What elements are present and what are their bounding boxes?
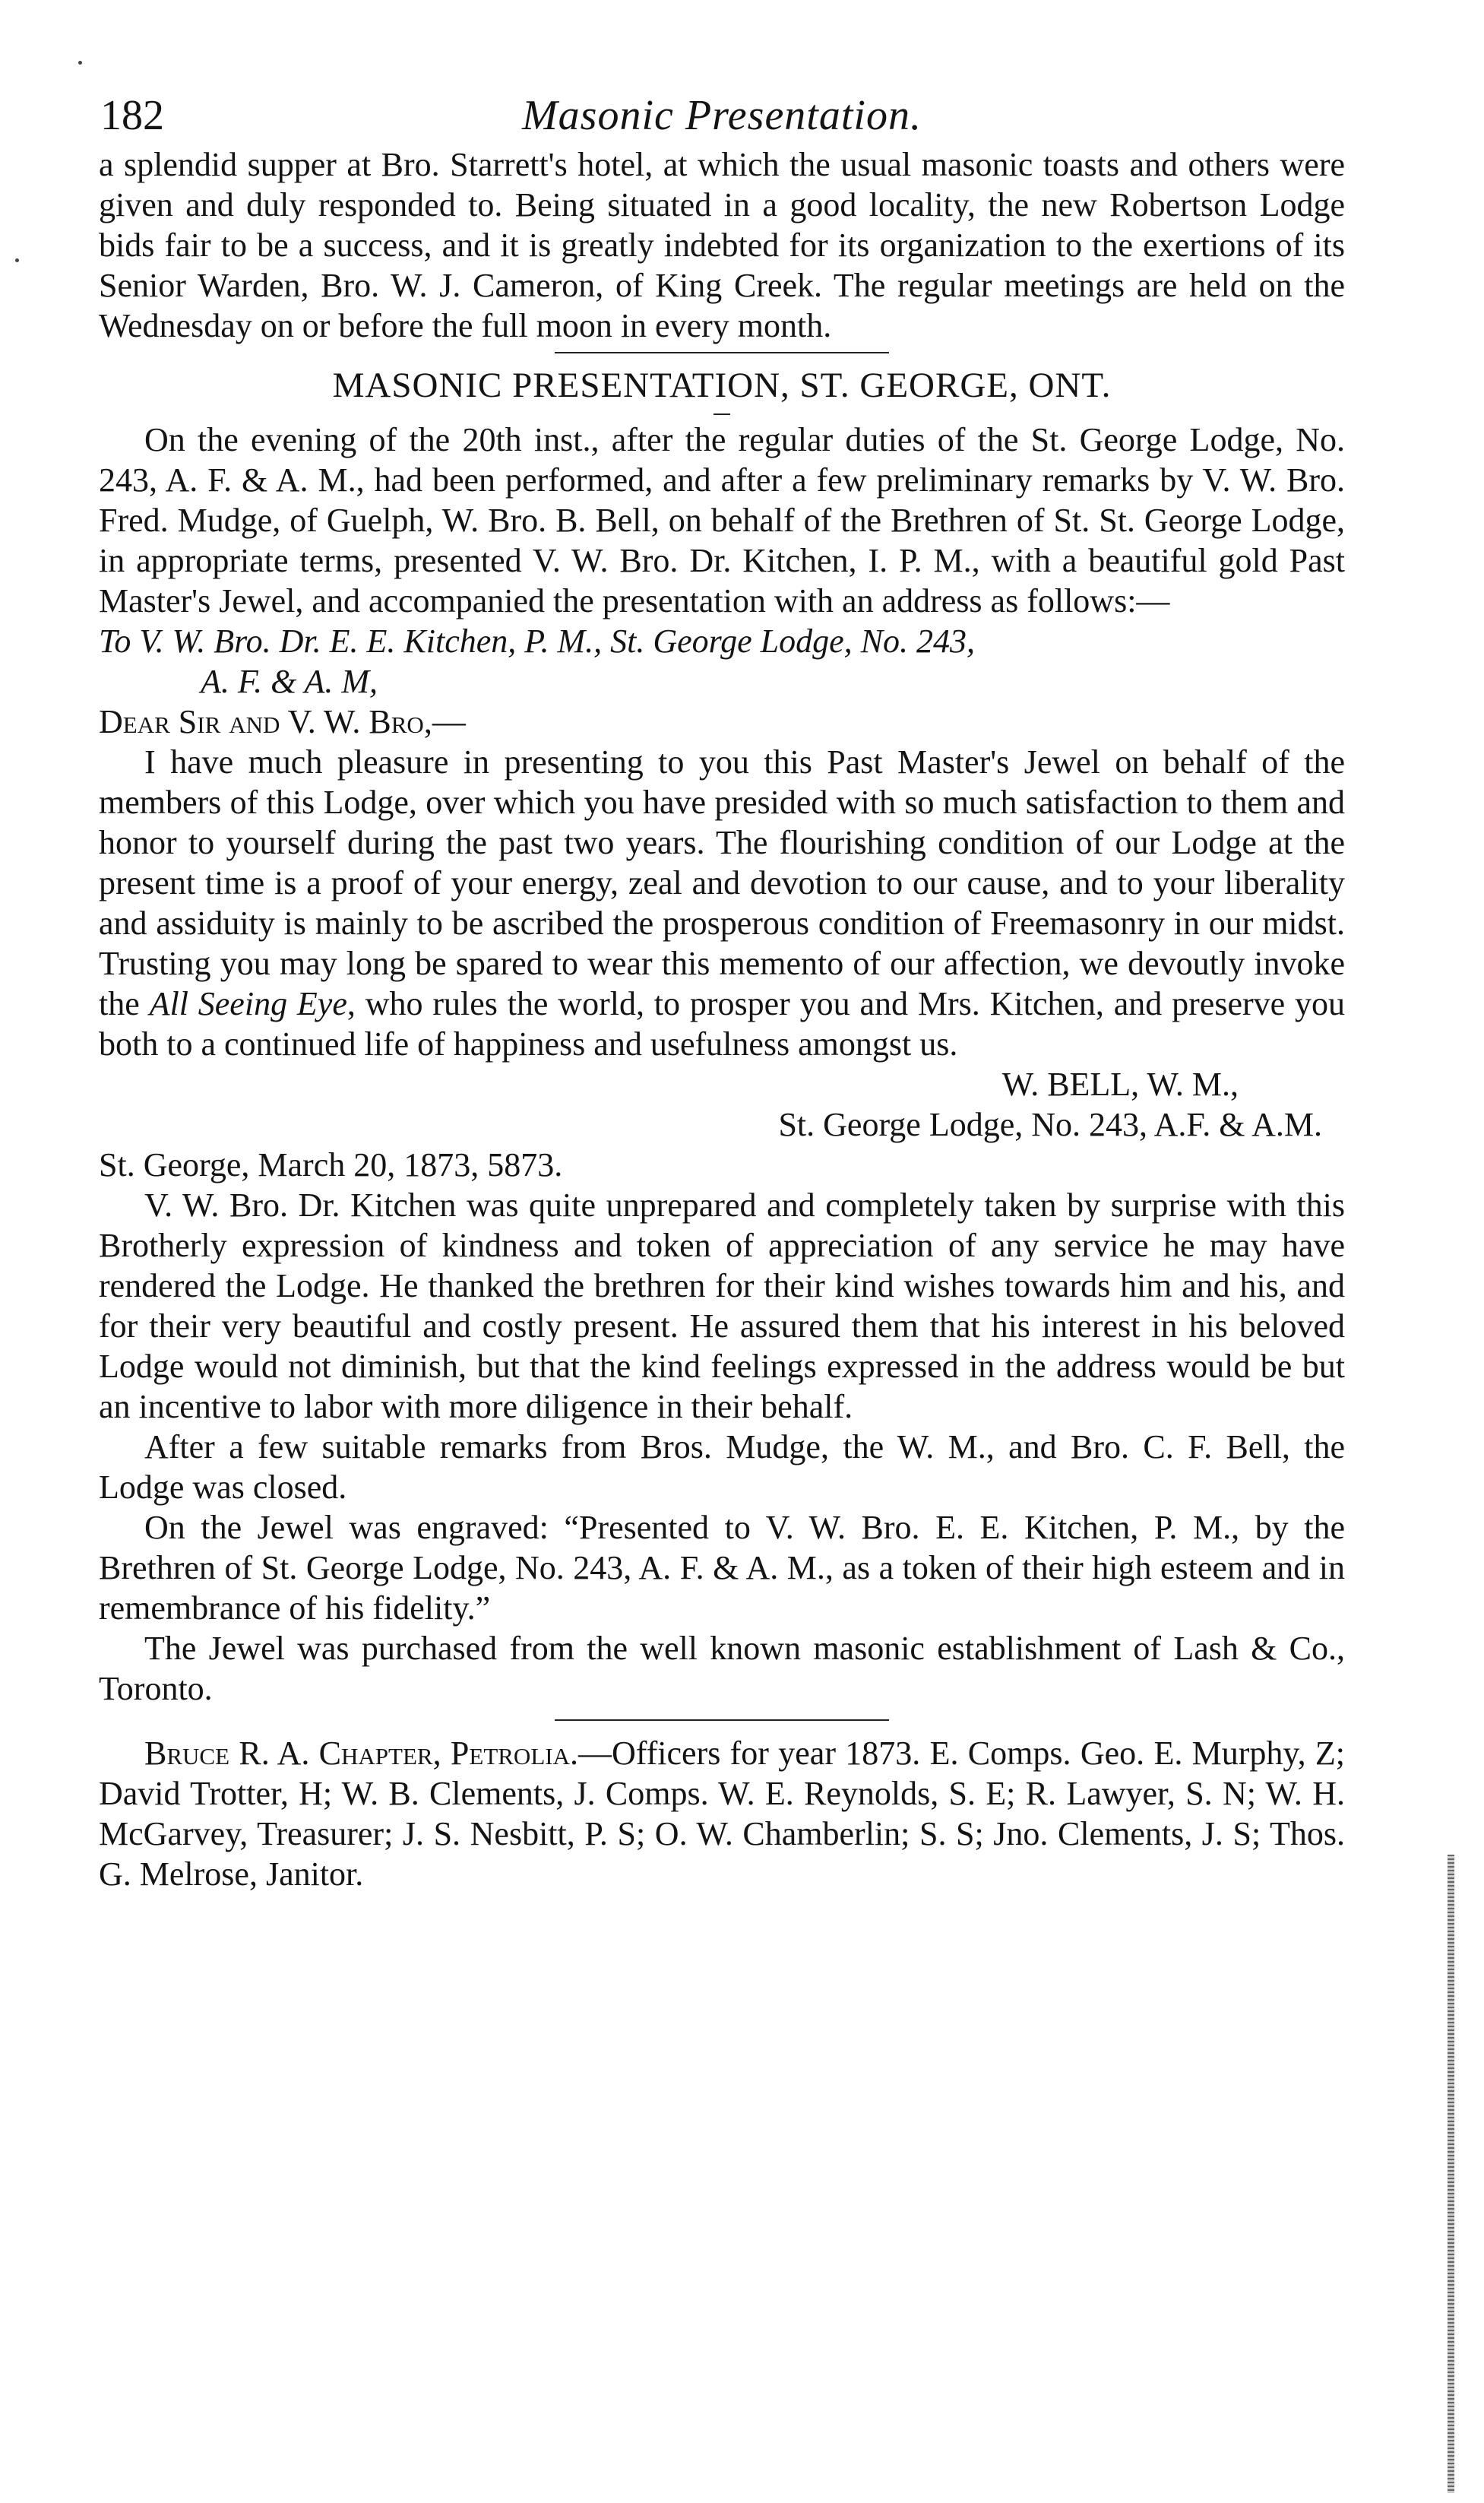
book-page xyxy=(99,91,1345,1894)
heading-underline xyxy=(714,413,730,415)
letter-body xyxy=(99,742,1345,1064)
letter-italic-phrase: All Seeing Eye xyxy=(149,985,347,1022)
address-recipient-line2: A. F. & A. M, xyxy=(201,663,378,700)
signature-name: W. BELL, W. M., xyxy=(1001,1066,1239,1103)
purchase-paragraph: The Jewel was purchased from the well known masonic establishment of Lash & Co., Toronto. xyxy=(99,1630,1345,1707)
opening-paragraph: a splendid supper at Bro. Starrett's hotel, at which the usual masonic toasts and others were given and duly responded to. Being situated in a good locality, the new Robertson Lodge bids fair to be a success, and it is greatly indebted for its organization to the exertions of its Senior Warden, Bro. W. J. Cameron, of King Creek. The regular meetings are held on the Wednesday on or before the full moon in every month. xyxy=(99,146,1345,344)
presentation-intro: On the evening of the 20th inst., after the regular duties of the St. George Lodge, No. 243, A. F. & A. M., had been performed, and after a few preliminary remarks by V. W. Bro. Fred. Mudge, of Guelph, W. Bro. B. Bell, on behalf of the Brethren of St. St. George Lodge, in appropriate terms, presented V. W. Bro. Dr. Kitchen, I. P. M., with a beautiful gold Past Master's Jewel, and accompanied the presentation with an address as follows:— xyxy=(99,421,1345,619)
chapter-notice-lead: Bruce R. A. Chapter, Petrolia. xyxy=(144,1735,578,1772)
salutation: Dear Sir and V. W. Bro,— xyxy=(99,703,466,740)
reply-paragraph: V. W. Bro. Dr. Kitchen was quite unprepared and completely taken by surprise with this Brotherly expression of kindness and token of appreciation of any service he may have rendered the Lodge. He thanked the brethren for their kind wishes towards him and his, and for their very beautiful and costly present. He assured them that his interest in his beloved Lodge would not diminish, but that the kind feelings expressed in the address would be but an incentive to labor with more diligence in their behalf. xyxy=(99,1187,1345,1425)
letter-body-part2: , who rules the world, to prosper you and Mrs. Kitchen, and preserve you both to a continued life of happiness and usefulness amongst us. xyxy=(99,985,1346,1063)
closing-paragraph: After a few suitable remarks from Bros. Mudge, the W. M., and Bro. C. F. Bell, the Lodge was closed. xyxy=(99,1428,1345,1506)
chapter-notice xyxy=(99,1733,1345,1894)
engraving-paragraph: On the Jewel was engraved: “Presented to V. W. Bro. E. E. Kitchen, P. M., by the Brethren of St. George Lodge, No. 243, A. F. & A. M., as a token of their high esteem and in remembrance of his fidelity.” xyxy=(99,1509,1345,1627)
chapter-notice-text: —Officers for year 1873. E. Comps. Geo. E. Murphy, Z; David Trotter, H; W. B. Clements, J. Comps. W. E. Reynolds, S. E; R. Lawyer, S. N; W. H. McGarvey, Treasurer; J. S. Nesbitt, P. S; O. W. Chamberlin; S. S; Jno. Clements, J. S; Thos. G. Melrose, Janitor. xyxy=(99,1735,1345,1893)
chapter-divider xyxy=(555,1719,889,1721)
address-recipient xyxy=(99,621,1345,702)
address-recipient-line1: To V. W. Bro. Dr. E. E. Kitchen, P. M., St. George Lodge, No. 243, xyxy=(99,623,976,660)
page-edge-strip xyxy=(1448,1855,1454,2493)
margin-speck-top xyxy=(78,61,82,65)
section-heading: MASONIC PRESENTATION, ST. GEORGE, ONT. xyxy=(332,366,1112,405)
running-title: Masonic Presentation. xyxy=(522,92,922,139)
running-head xyxy=(99,91,1345,144)
section-divider xyxy=(555,352,889,353)
article-body xyxy=(99,144,1345,1894)
margin-speck-mid xyxy=(15,258,19,262)
letter-body-part1: I have much pleasure in presenting to you this Past Master's Jewel on behalf of the members of this Lodge, over which you have presided with so much satisfaction to them and honor to yourself during the past two years. The flourishing condition of our Lodge at the present time is a proof of your energy, zeal and devotion to our cause, and to your liberality and assiduity is mainly to be ascribed the prosperous condition of Freemasonry in our midst. Trusting you may long be spared to wear this memento of our affection, we devoutly invoke the xyxy=(99,743,1345,1022)
signature-lodge: St. George Lodge, No. 243, A.F. & A.M. xyxy=(778,1106,1322,1143)
page-number: 182 xyxy=(100,92,164,139)
dateline: St. George, March 20, 1873, 5873. xyxy=(99,1146,563,1183)
